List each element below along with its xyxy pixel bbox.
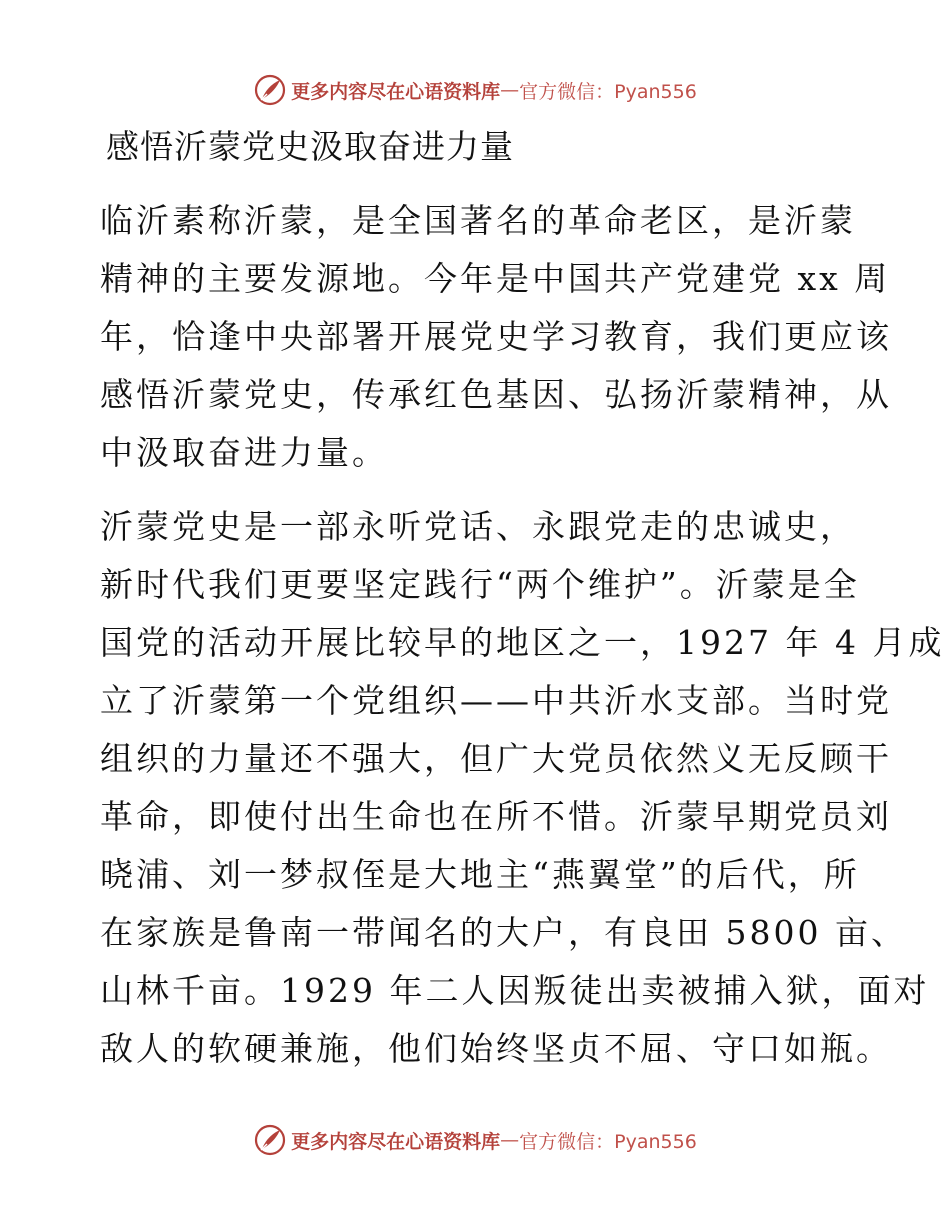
watermark-main-text: 更多内容尽在心语资料库 [291,1130,501,1153]
paragraph-line: 敌人的软硬兼施，他们始终坚贞不屈、守口如瓶。 [100,1029,892,1068]
paragraph-line: 沂蒙党史是一部永听党话、永跟党走的忠诚史， [100,507,856,546]
watermark-footer [0,1120,950,1160]
watermark-main-text: 更多内容尽在心语资料库 [291,80,501,103]
paragraph-line: 感悟沂蒙党史，传承红色基因、弘扬沂蒙精神，从 [100,375,892,414]
watermark-separator: — [500,1129,520,1151]
document-title: 感悟沂蒙党史汲取奋进力量 [106,127,514,166]
paragraph-line: 立了沂蒙第一个党组织——中共沂水支部。当时党 [100,681,892,720]
watermark-header [0,70,950,110]
paragraph-line: 组织的力量还不强大，但广大党员依然义无反顾干 [100,739,892,778]
feather-pen-logo-icon [253,73,287,107]
watermark-wechat-text: 官方微信：Pyan556 [519,1130,697,1153]
paragraph-line: 精神的主要发源地。今年是中国共产党建党 xx 周 [100,259,891,298]
watermark-separator: — [500,79,520,101]
paragraph-line: 中汲取奋进力量。 [100,433,388,472]
paragraph-line: 年，恰逢中央部署开展党史学习教育，我们更应该 [100,317,892,356]
paragraph-line: 在家族是鲁南一带闻名的大户，有良田 5800 亩、 [100,913,907,952]
watermark-wechat-text: 官方微信：Pyan556 [519,80,697,103]
paragraph-line: 新时代我们更要坚定践行“两个维护”。沂蒙是全 [100,565,860,604]
feather-pen-logo-icon [253,1123,287,1157]
paragraph-line: 晓浦、刘一梦叔侄是大地主“燕翼堂”的后代，所 [100,855,860,894]
paragraph-line: 国党的活动开展比较早的地区之一，1927 年 4 月成 [100,623,945,662]
paragraph-line: 革命，即使付出生命也在所不惜。沂蒙早期党员刘 [100,797,892,836]
paragraph-line: 山林千亩。1929 年二人因叛徒出卖被捕入狱，面对 [100,971,930,1010]
paragraph-line: 临沂素称沂蒙，是全国著名的革命老区，是沂蒙 [100,201,856,240]
